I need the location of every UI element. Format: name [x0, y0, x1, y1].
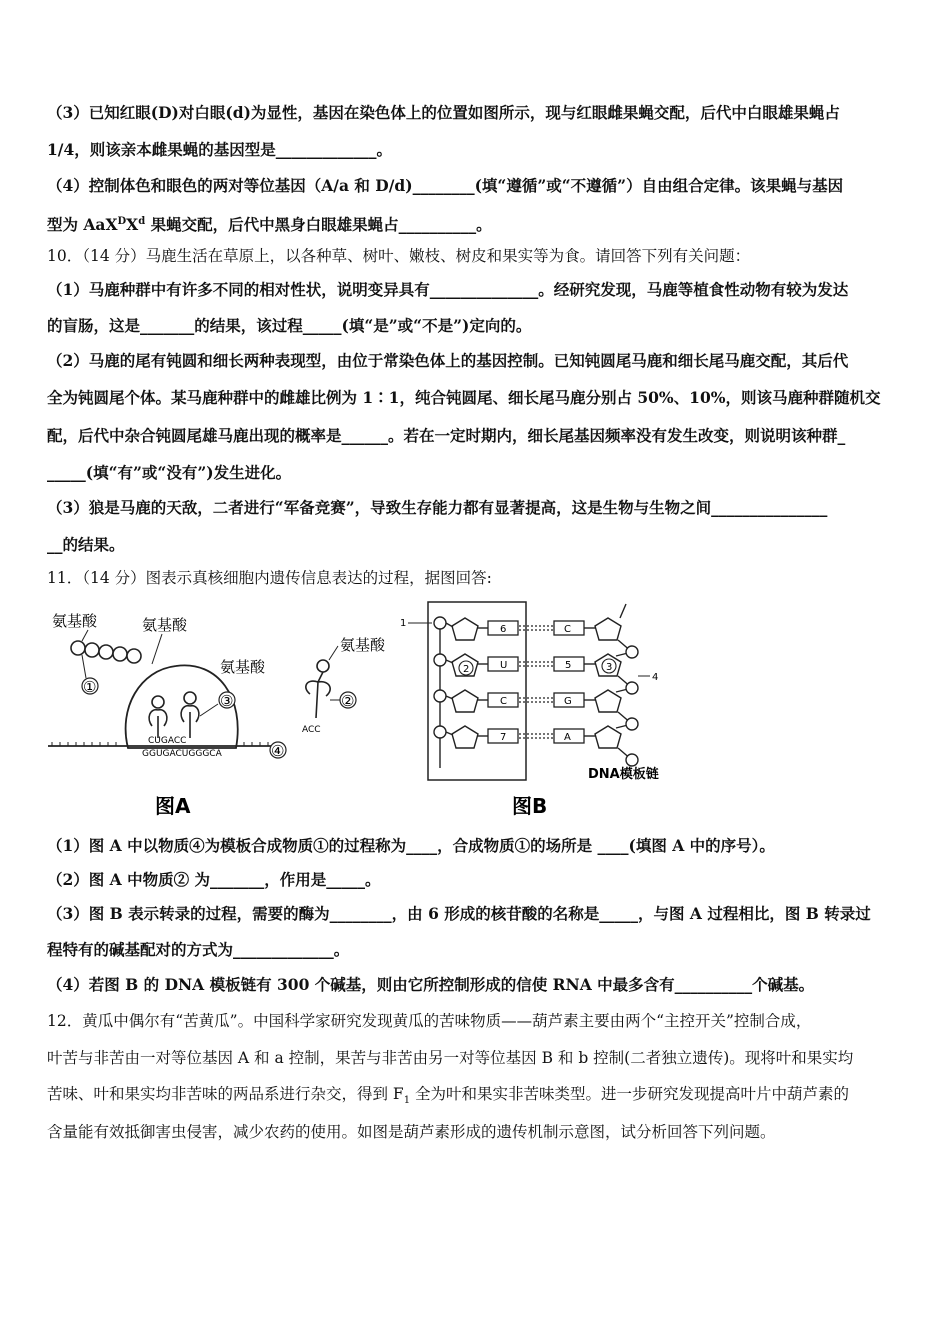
q10-part3-line2: __的结果。	[47, 535, 125, 554]
amino-acid-bead	[71, 641, 85, 655]
q10-stem: 10．（14 分）马鹿生活在草原上，以各种草、树叶、嫩枝、树皮和果实等为食。请回答下列有关问题：	[47, 247, 751, 265]
amino-acid-bead	[113, 647, 127, 661]
fig-b-label-3: 3	[606, 662, 613, 673]
ribose-pentagon	[452, 618, 478, 640]
q10-part1-line1: （1）马鹿种群中有许多不同的相对性状，说明变异具有______________。经研究发现，马鹿等植食性动物有较为发达	[47, 280, 849, 299]
q11-part1: （1）图 A 中以物质④为模板合成物质①的过程称为____，合成物质①的场所是 ____(填图 A 中的序号）。	[47, 836, 775, 855]
q9-part4-line1: （4）控制体色和眼色的两对等位基因（A/a 和 D/d)________(填“遵循”或“不遵循”）自由组合定律。该果蝇与基因	[47, 176, 844, 195]
amino-acid-bead	[85, 643, 99, 657]
fig-b-right-base-1: C	[564, 624, 571, 635]
free-trna	[306, 660, 330, 718]
fig-b-right-base-2: 5	[565, 660, 572, 671]
ribose-pentagon	[452, 690, 478, 712]
fig-b-left-base-4: 7	[500, 732, 507, 743]
fig-a-mrna-sequence: GGUGACUGGGCA	[142, 749, 222, 759]
fig-a-marker-4: ④	[271, 742, 285, 760]
fig-b-label-4: 4	[652, 672, 659, 683]
q12-line2: 叶苦与非苦由一对等位基因 A 和 a 控制，果苦与非苦由另一对等位基因 B 和 b 控制(二者独立遗传)。现将叶和果实均	[47, 1049, 854, 1067]
deoxyribose-pentagon	[595, 690, 621, 712]
q12-line3: 苦味、叶和果实均非苦味的两品系进行杂交，得到 $F_1$ 全为叶和果实非苦味类型。进一步研究发现提高叶片中葫芦素的	[47, 1085, 849, 1107]
fig-b-label-2: 2	[463, 664, 470, 675]
q12-line4: 含量能有效抵御害虫侵害，减少农药的使用。如图是葫芦素形成的遗传机制示意图，试分析回答下列问题。	[47, 1123, 776, 1141]
fig-a-caption: 图A	[155, 794, 191, 818]
fig-b-right-base-3: G	[564, 696, 572, 707]
fig-b-left-base-2: U	[500, 660, 508, 671]
fig-b-right-base-4: A	[564, 732, 571, 743]
fig-a-marker-1: ①	[83, 678, 97, 696]
deoxyribose-pentagon	[595, 618, 621, 640]
q11-part3-line1: （3）图 B 表示转录的过程，需要的酶为________，由 6 形成的核苷酸的名称是_____，与图 A 过程相比，图 B 转录过	[47, 904, 871, 923]
q11-part2: （2）图 A 中物质② 为_______，作用是_____。	[47, 870, 381, 889]
q10-part1-line2: 的盲肠，这是_______的结果，该过程_____(填“是”或“不是”)定向的。	[47, 316, 532, 335]
fig-b-left-base-1: 6	[500, 624, 507, 635]
q9-part4-line2: 型为 $AaX^DX^d$ 果蝇交配，后代中黑身白眼雄果蝇占__________。	[47, 215, 492, 235]
figure-a	[48, 612, 386, 818]
q11-part4: （4）若图 B 的 DNA 模板链有 300 个碱基，则由它所控制形成的信使 RNA 中最多含有__________个碱基。	[47, 975, 815, 994]
fig-a-marker-3: ③	[220, 692, 234, 710]
amino-acid-bead	[127, 649, 141, 663]
ribose-pentagon	[452, 726, 478, 748]
fig-b-caption: 图B	[512, 794, 548, 818]
fig-a-anticodon: CUGACC	[148, 736, 187, 746]
q10-part3-line1: （3）狼是马鹿的天敌，二者进行“军备竞赛”，导致生存能力都有显著提高，这是生物与生物之间_______________	[47, 498, 828, 517]
q11-stem: 11．（14 分）图表示真核细胞内遗传信息表达的过程，据图回答:	[47, 569, 492, 587]
q11-part3-line2: 程特有的碱基配对的方式为_____________。	[47, 940, 350, 959]
fig-b-left-base-3: C	[500, 696, 507, 707]
q10-part2-line4: _____(填“有”或“没有”)发生进化。	[47, 463, 292, 482]
figure-b	[400, 602, 659, 818]
q10-part2-line1: （2）马鹿的尾有钝圆和细长两种表现型，由位于常染色体上的基因控制。已知钝圆尾马鹿和细长尾马鹿交配，其后代	[47, 351, 849, 370]
gene-expression-figure	[40, 598, 680, 828]
fig-b-label-1: 1	[400, 618, 407, 629]
q10-part2-line2: 全为钝圆尾个体。某马鹿种群中的雌雄比例为 1∶1，纯合钝圆尾、细长尾马鹿分别占 50%、10%，则该马鹿种群随机交	[47, 388, 881, 407]
q10-part2-line3: 配，后代中杂合钝圆尾雄马鹿出现的概率是______。若在一定时期内，细长尾基因频率没有发生改变，则说明该种群_	[47, 426, 846, 445]
fig-a-amino-acid-label-1: 氨基酸	[52, 612, 98, 630]
fig-a-amino-acid-label-4: 氨基酸	[340, 636, 386, 654]
fig-a-trna-end: ACC	[302, 725, 321, 735]
q9-part3-line1: （3）已知红眼(D)对白眼(d)为显性，基因在染色体上的位置如图所示，现与红眼雌果蝇交配，后代中白眼雄果蝇占	[47, 103, 840, 122]
deoxyribose-pentagon	[595, 726, 621, 748]
q12-line1: 12．黄瓜中偶尔有“苦黄瓜”。中国科学家研究发现黄瓜的苦味物质——葫芦素主要由两个“主控开关”控制合成，	[47, 1012, 812, 1030]
fig-a-amino-acid-label-2: 氨基酸	[142, 616, 188, 634]
fig-a-marker-2: ②	[341, 692, 355, 710]
fig-b-strand-label: DNA模板链	[588, 767, 659, 782]
q9-part3-line2: 1/4，则该亲本雌果蝇的基因型是_____________。	[47, 140, 392, 159]
amino-acid-bead	[99, 645, 113, 659]
fig-a-amino-acid-label-3: 氨基酸	[220, 658, 266, 676]
